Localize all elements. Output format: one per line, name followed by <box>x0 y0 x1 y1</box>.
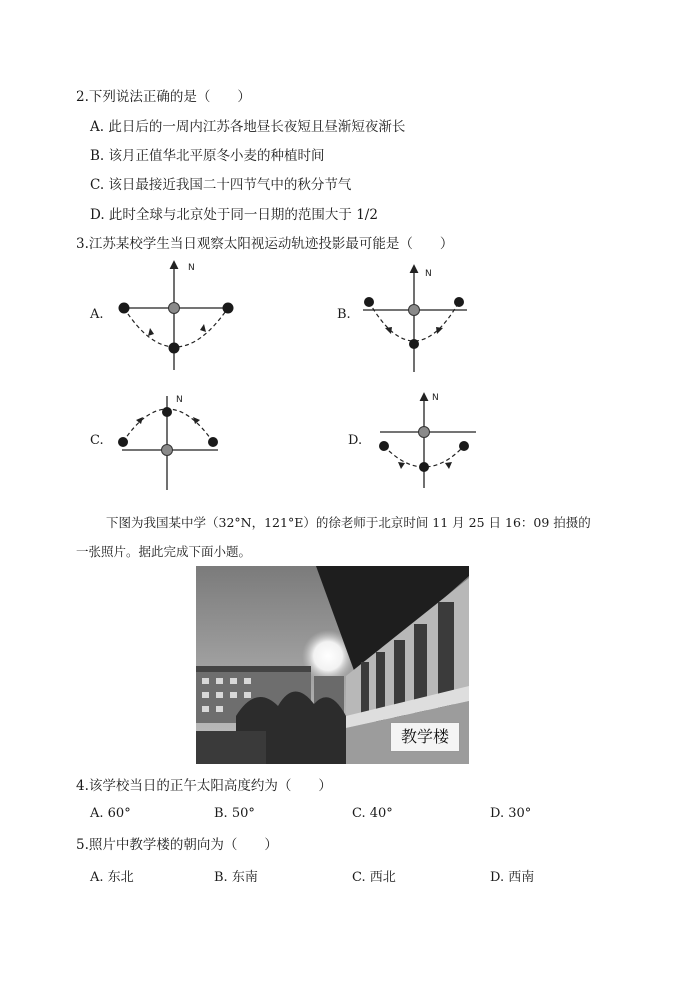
question-2-stem: 2.下列说法正确的是（ ） <box>76 89 251 105</box>
path-arrow <box>436 327 443 334</box>
sun-path-diagram-c <box>110 392 230 492</box>
north-label: N <box>432 393 439 403</box>
sun-point <box>162 407 172 417</box>
sun-point <box>459 441 469 451</box>
observer-point <box>419 427 430 438</box>
path-arrow <box>445 462 452 469</box>
question-5-option-d: D. 西南 <box>490 870 535 885</box>
path-arrow <box>193 417 200 424</box>
passage-line-1: 下图为我国某中学（32°N，121°E）的徐老师于北京时间 11 月 25 日 16：09 拍摄的 <box>106 515 591 530</box>
sun-point <box>169 343 180 354</box>
question-5-stem: 5.照片中教学楼的朝向为（ ） <box>76 837 278 853</box>
question-4-option-d: D. 30° <box>490 806 532 821</box>
sun-point <box>223 303 234 314</box>
path-arrow <box>200 324 206 332</box>
path-arrow <box>136 417 143 424</box>
path-arrow <box>385 327 392 334</box>
north-label: N <box>188 263 195 273</box>
question-2-option-d: D. 此时全球与北京处于同一日期的范围大于 1/2 <box>90 207 378 223</box>
observer-point <box>409 305 420 316</box>
school-photo <box>196 566 469 764</box>
sun-path <box>124 308 228 347</box>
question-2-option-c: C. 该日最接近我国二十四节气中的秋分节气 <box>90 177 352 193</box>
diagram-c-label: C. <box>90 433 104 448</box>
question-4-option-b: B. 50° <box>214 806 255 821</box>
path-arrow <box>398 462 405 469</box>
north-label: N <box>425 269 432 279</box>
observer-point <box>169 303 180 314</box>
question-4-stem: 4.该学校当日的正午太阳高度约为（ ） <box>76 778 332 794</box>
question-4-option-a: A. 60° <box>90 806 131 821</box>
sun-point <box>409 339 419 349</box>
path-arrow <box>148 328 154 336</box>
question-3-stem: 3.江苏某校学生当日观察太阳视运动轨迹投影最可能是（ ） <box>76 236 454 252</box>
question-5-option-b: B. 东南 <box>214 870 258 885</box>
sun-point <box>454 297 464 307</box>
north-label: N <box>176 395 183 405</box>
question-5-option-c: C. 西北 <box>352 870 396 885</box>
sun-point <box>119 303 130 314</box>
question-2-option-b: B. 该月正值华北平原冬小麦的种植时间 <box>90 148 325 164</box>
sun-path-diagram-b <box>355 262 480 374</box>
building-label: 教学楼 <box>390 722 460 752</box>
sun-point <box>208 437 218 447</box>
sun-point <box>118 437 128 447</box>
sun-point <box>364 297 374 307</box>
question-5-option-a: A. 东北 <box>90 870 134 885</box>
diagram-b-label: B. <box>337 307 351 322</box>
passage-line-2: 一张照片。据此完成下面小题。 <box>76 544 252 559</box>
sun-path-diagram-d <box>370 392 485 492</box>
diagram-a-label: A. <box>90 307 104 322</box>
question-2-option-a: A. 此日后的一周内江苏各地昼长夜短且昼渐短夜渐长 <box>90 119 406 135</box>
sun-point <box>379 441 389 451</box>
observer-point <box>162 445 173 456</box>
question-4-option-c: C. 40° <box>352 806 393 821</box>
sun-path-diagram-a <box>110 258 245 373</box>
diagram-d-label: D. <box>348 433 363 448</box>
sun-point <box>419 462 429 472</box>
